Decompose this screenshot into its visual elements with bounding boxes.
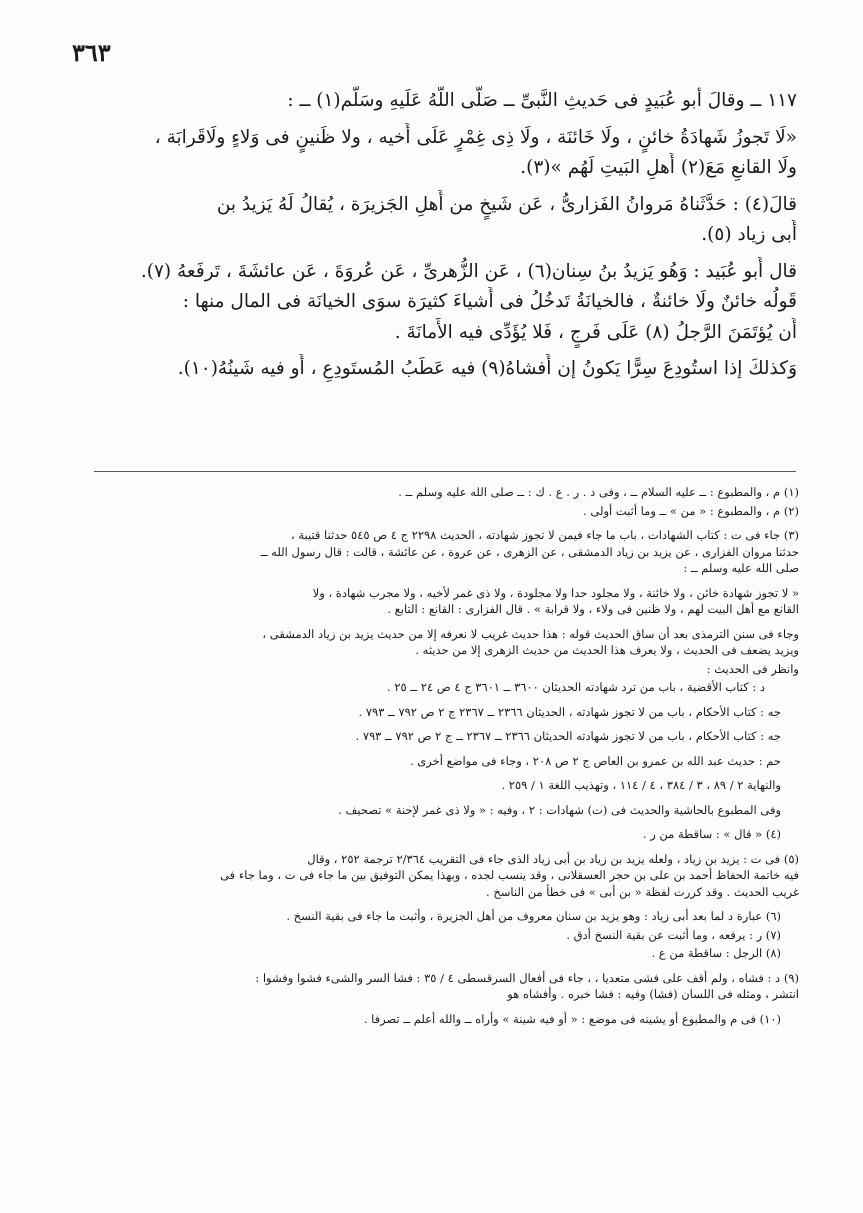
footnote-line: حم : حديث عبد الله بن عمرو بن العاص ج ٢ ص ٢٠٨ ، وجاء فى مواضع أخرى . xyxy=(409,753,781,768)
footnote-line: (٩) د : فشاه ، ولم أقف على فشى متعديا ، ، جاء فى أفعال السرقسطى ٤ / ٣٥ : فشا السر والشىء فشوا وفشوا : xyxy=(255,970,799,985)
footnote-line: (١٠) فى م والمطبوع أو يشينه فى موضع : « أو فيه شينة » وأراه ــ والله أعلم ــ تصرفا . xyxy=(363,1011,781,1026)
footnote-line: « لا تجوز شهادة خائن ، ولا خائنة ، ولا مجلود حدا ولا مجلودة ، ولا ذى غمر لأخيه ، ولا مجرب شهادة ، ولا xyxy=(312,585,799,600)
footnote-line: (١) م ، والمطبوع : ــ عليه السلام ــ ، وفى د . ر . ع . ك : ــ صلى الله عليه وسلم ــ . xyxy=(398,485,799,499)
footnote-line: ويزيد يضعف فى الحديث ، ولا يعرف هذا الحديث من حديث الزهرى إلا من حديثه . xyxy=(415,643,799,657)
footnote-divider xyxy=(94,471,796,472)
footnote-3-ref-jh1 xyxy=(92,704,799,721)
main-line: قَولُه خائنٌ ولَا خائنةٌ ، فالخيانَةُ تَدخُلُ فى أَشياءَ كثيرَة سوَى الخيانَة فى المال منها : xyxy=(182,291,797,312)
footnote-line: (٧) ر : يرفعه ، وما أثبت عن بقية النسخ أدق . xyxy=(566,927,781,942)
footnote-line: (٦) عبارة د لما بعد أبى زياد : وهو يزيد بن سنان معروف من أهل الجزيرة ، وأثبت ما جاء فى بقية النسخ . xyxy=(286,909,781,923)
footnote-line: وانظر فى الحديث : xyxy=(706,661,799,676)
footnote-line: (٢) م ، والمطبوع : « من » ــ وما أثبت أولى . xyxy=(583,503,799,518)
main-text xyxy=(92,86,797,385)
footnote-line: حدثنا مروان الفزارى ، عن يزيد بن زياد الدمشقى ، عن الزهرى ، عن عروة ، عن عائشة ، قالت : قال رسول الله ــ xyxy=(260,544,799,559)
main-line: قالَ(٤) : حَدَّثَناهُ مَروانُ الفَزارىُّ ، عَن شَيخٍ من أَهلِ الجَزيرَة ، يُقالُ لَهُ يَزيدُ بن xyxy=(216,193,797,215)
footnote-line: (٥) فى ت : يزيد بن زياد ، ولعله يزيد بن زياد بن أبى زياد الذى جاء فى التقريب ٢/٣٦٤ ترجمة ٢٥٢ ، وقال xyxy=(307,851,799,866)
footnote-3-ref-hm xyxy=(92,753,799,770)
footnote-line: القانع مع أهل البيت لهم ، ولا ظنين فى ولاء ، ولا قرابة » . قال الفزارى : القانع : التابع . xyxy=(387,602,799,616)
footnote-line: (٨) الرجل : ساقطة من ع . xyxy=(651,946,781,960)
footnote-3-ref-jh2 xyxy=(92,728,799,745)
footnote-3-ref-nihaya xyxy=(92,777,799,794)
footnote-line: جه : كتاب الأحكام ، باب من لا تجوز شهادته ، الحديثان ٢٣٦٦ ــ ٢٣٦٧ ج ٢ ص ٧٩٢ ــ ٧٩٣ . xyxy=(358,704,781,719)
main-line: أَبى زياد (٥). xyxy=(701,224,797,245)
footnote-3-see-also xyxy=(92,661,799,678)
footnote-line: والنهاية ٢ / ٨٩ ، ٣ / ٣٨٤ ، ٤ / ١١٤ ، وتهذيب اللغة ١ / ٢٥٩ . xyxy=(501,778,781,792)
footnote-3-ref-printed xyxy=(92,802,799,819)
footnote-line: (٤) « قال » : ساقطة من ر . xyxy=(642,827,781,841)
footnote-2 xyxy=(92,503,799,520)
footnote-line: (٣) جاء فى ت : كتاب الشهادات ، باب ما جاء فيمن لا تجوز شهادته ، الحديث ٢٢٩٨ ج ٤ ص ٥٤٥ حدثنا قتيبة ، xyxy=(290,528,799,542)
footnote-5 xyxy=(92,851,799,901)
footnote-3-tirmidhi xyxy=(92,626,799,659)
footnote-8 xyxy=(92,945,799,962)
footnote-10 xyxy=(92,1011,799,1028)
footnote-line: جه : كتاب الأحكام ، باب من لا تجوز شهادته الحديثان ٢٣٦٦ ــ ٢٣٦٧ ــ ج ٢ ص ٧٩٢ ــ ٧٩٣ . xyxy=(355,729,781,743)
main-line: أَن يُؤتَمَنَ الرَّجلُ (٨) عَلَى فَرجٍ ، فَلا يُؤَدِّى فيه الأَمانَةَ . xyxy=(394,321,797,343)
footnote-line: انتشر ، ومثله فى اللسان (فشا) وفيه : فشا خبره . وأفشاه هو xyxy=(507,987,799,1001)
footnote-4 xyxy=(92,826,799,843)
footnote-line: فيه خاتمة الحفاظ أحمد بن على بن حجر العسقلانى ، وقد ينسب لجده ، وبهذا يمكن التوفيق بين ما جاء فى ت ، وما جاء فى xyxy=(220,868,799,882)
main-line: ولَا القانعِ مَعَ(٢) أَهلِ البَيتِ لَهُم »(٣). xyxy=(520,157,797,178)
footnote-line: صلى الله عليه وسلم ــ : xyxy=(683,561,799,575)
footnote-line: د : كتاب الأقضية ، باب من ترد شهادته الحديثان ٣٦٠٠ ــ ٣٦٠١ ج ٤ ص ٢٤ ــ ٢٥ . xyxy=(387,680,765,694)
footnote-line: وجاء فى سنن الترمذى بعد أن ساق الحديث قوله : هذا حديث غريب لا نعرفه إلا من حديث يزيد بن زياد الدمشقى ، xyxy=(262,626,799,641)
footnote-line: غريب الحديث . وقد كررت لفظة « بن أبى » فى خطأ من الناسخ . xyxy=(486,884,799,899)
footnote-line: وفى المطبوع بالحاشية والحديث فى (ت) شهادات : ٢ ، وفيه : « ولا ذى غمر لإحنة » تصحيف . xyxy=(338,802,781,817)
footnote-7 xyxy=(92,927,799,944)
footnotes xyxy=(92,484,799,1035)
footnote-9 xyxy=(92,970,799,1003)
footnote-3-quote xyxy=(92,585,799,618)
footnote-1 xyxy=(92,484,799,501)
main-line: قال أَبو عُبَيد : وَهُو يَزيدُ بنُ سِنان(٦) ، عَن الزُّهرىِّ ، عَن عُروَةَ ، عَن عائشَةَ ، تَرفَعهُ (٧). xyxy=(140,260,797,282)
main-line: ١١٧ ــ وقالَ أبو عُبَيدٍ فى حَديثِ النَّبىِّ ــ صَلَّى اللّهُ عَلَيهِ وسَلَّم(١) ــ : xyxy=(287,90,797,111)
page-number: ٣٦٣ xyxy=(72,38,111,67)
main-line: وَكذلكَ إذا استُودِعَ سِرًّا يَكونُ إن أَفشاهُ(٩) فيه عَطَبُ المُستَودِعِ ، أَو فيه شَينُهُ(١٠). xyxy=(177,358,797,379)
footnote-6 xyxy=(92,908,799,925)
main-line: «لَا تَجوزُ شَهادَةُ خائنٍ ، ولَا خَائنَة ، ولَا ذِى غِمْرٍ عَلَى أَخيه ، ولا ظَنينٍ فى وَلاءٍ ولَاقَرابَة ، xyxy=(154,126,797,148)
footnote-3-ref-d xyxy=(92,679,799,696)
footnote-3 xyxy=(92,527,799,577)
